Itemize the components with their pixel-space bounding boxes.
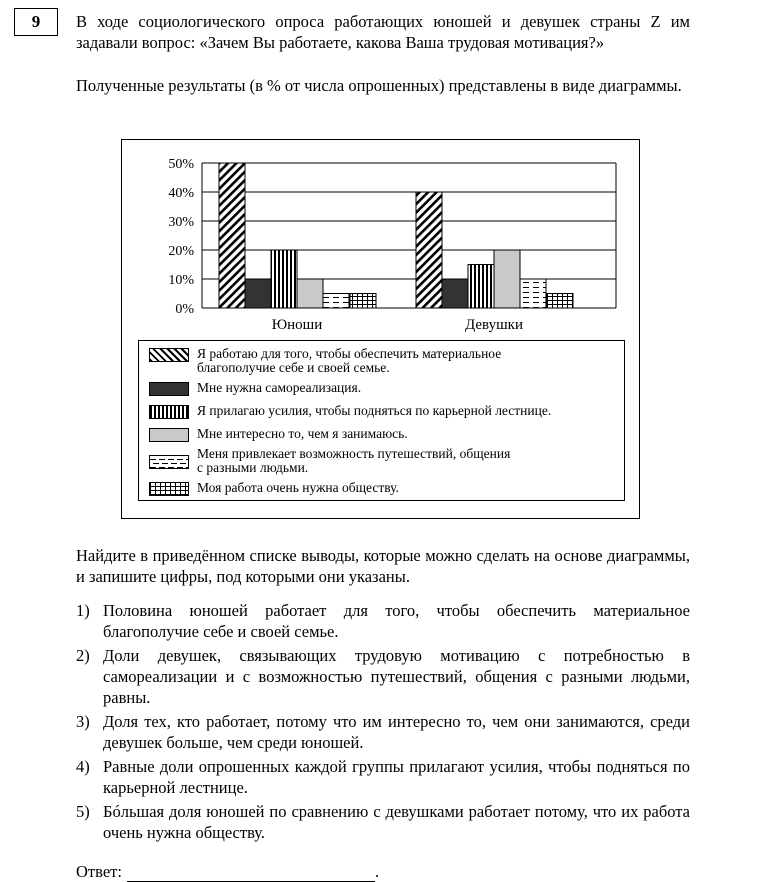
bar-girls-series-1 [416,192,442,308]
legend-swatch-vertical [149,405,189,419]
x-category-label: Девушки [464,317,524,333]
bar-boys-series-4 [297,279,323,308]
bar-boys-series-2 [245,279,271,308]
answer-end: . [374,862,380,881]
bar-girls-series-6 [547,294,573,309]
intro-text: В ходе социологического опроса работающих юношей и девушек страны Z им задавали вопрос: «Зачем Вы работаете, какова Ваша трудовая мотивация?» [76,12,690,52]
bar-boys-series-3 [271,250,297,308]
legend-item-travel [149,447,619,475]
x-category-label: Юноши [271,317,323,333]
legend-label: Я прилагаю усилия, чтобы подняться по карьерной лестнице. [197,403,552,418]
bar-girls-series-2 [442,279,468,308]
answer-row [76,862,379,882]
y-tick-label: 10% [168,273,194,288]
bar-boys-series-5 [323,294,349,309]
option-1: 1) Половина юношей работает для того, чтобы обеспечить материальное благополучие себе и своей семье. [76,601,690,641]
y-tick-label: 20% [168,244,194,259]
legend-item-material [149,347,619,375]
option-4: 4) Равные доли опрошенных каждой группы прилагают усилия, чтобы подняться по карьерной лестнице. [76,757,690,797]
y-tick-label: 30% [168,215,194,230]
legend-item-career [149,404,619,419]
legend-swatch-hatch [149,348,189,362]
legend-item-selfrealization [149,381,619,396]
legend-item-society [149,481,619,496]
legend-label: Меня привлекает возможность путешествий, общения с разными людьми. [197,446,511,475]
option-5: 5) Бóльшая доля юношей по сравнению с девушками работает потому, что их работа очень нужна обществу. [76,802,690,842]
bar-boys-series-6 [350,294,376,309]
legend-label: Мне нужна самореализация. [197,380,362,395]
options-list [76,600,690,846]
intro-text-results: Полученные результаты (в % от числа опрошенных) представлены в виде диаграммы. [76,76,682,95]
chart-legend [138,340,625,501]
y-tick-label: 40% [168,186,194,201]
legend-label: Моя работа очень нужна обществу. [197,480,399,495]
legend-swatch-gray [149,428,189,442]
y-tick-label: 50% [168,157,194,172]
answer-field[interactable] [127,866,375,882]
option-2: 2) Доли девушек, связывающих трудовую мотивацию с потребностью в самореализации и с возможностью путешествий, общения с разными людьми, равны. [76,646,690,707]
bar-girls-series-4 [494,250,520,308]
option-3: 3) Доля тех, кто работает, потому что им интересно то, чем они занимаются, среди девушек больше, чем среди юношей. [76,712,690,752]
question-text: Найдите в приведённом списке выводы, которые можно сделать на основе диаграммы, и запишите цифры, под которыми они указаны. [76,546,690,586]
legend-swatch-black [149,382,189,396]
chart-figure [121,139,640,519]
bar-chart [122,140,641,340]
legend-label: Мне интересно то, чем я занимаюсь. [197,426,408,441]
bar-boys-series-1 [219,163,245,308]
bar-girls-series-5 [520,279,546,308]
legend-label: Я работаю для того, чтобы обеспечить материальное благополучие себе и своей семье. [197,346,502,375]
y-tick-label: 0% [175,302,194,317]
answer-label: Ответ: [76,862,122,881]
legend-swatch-grid [149,482,189,496]
legend-swatch-dashed [149,455,189,469]
bar-girls-series-3 [468,265,494,309]
task-number: 9 [14,8,58,36]
legend-item-interest [149,427,619,442]
